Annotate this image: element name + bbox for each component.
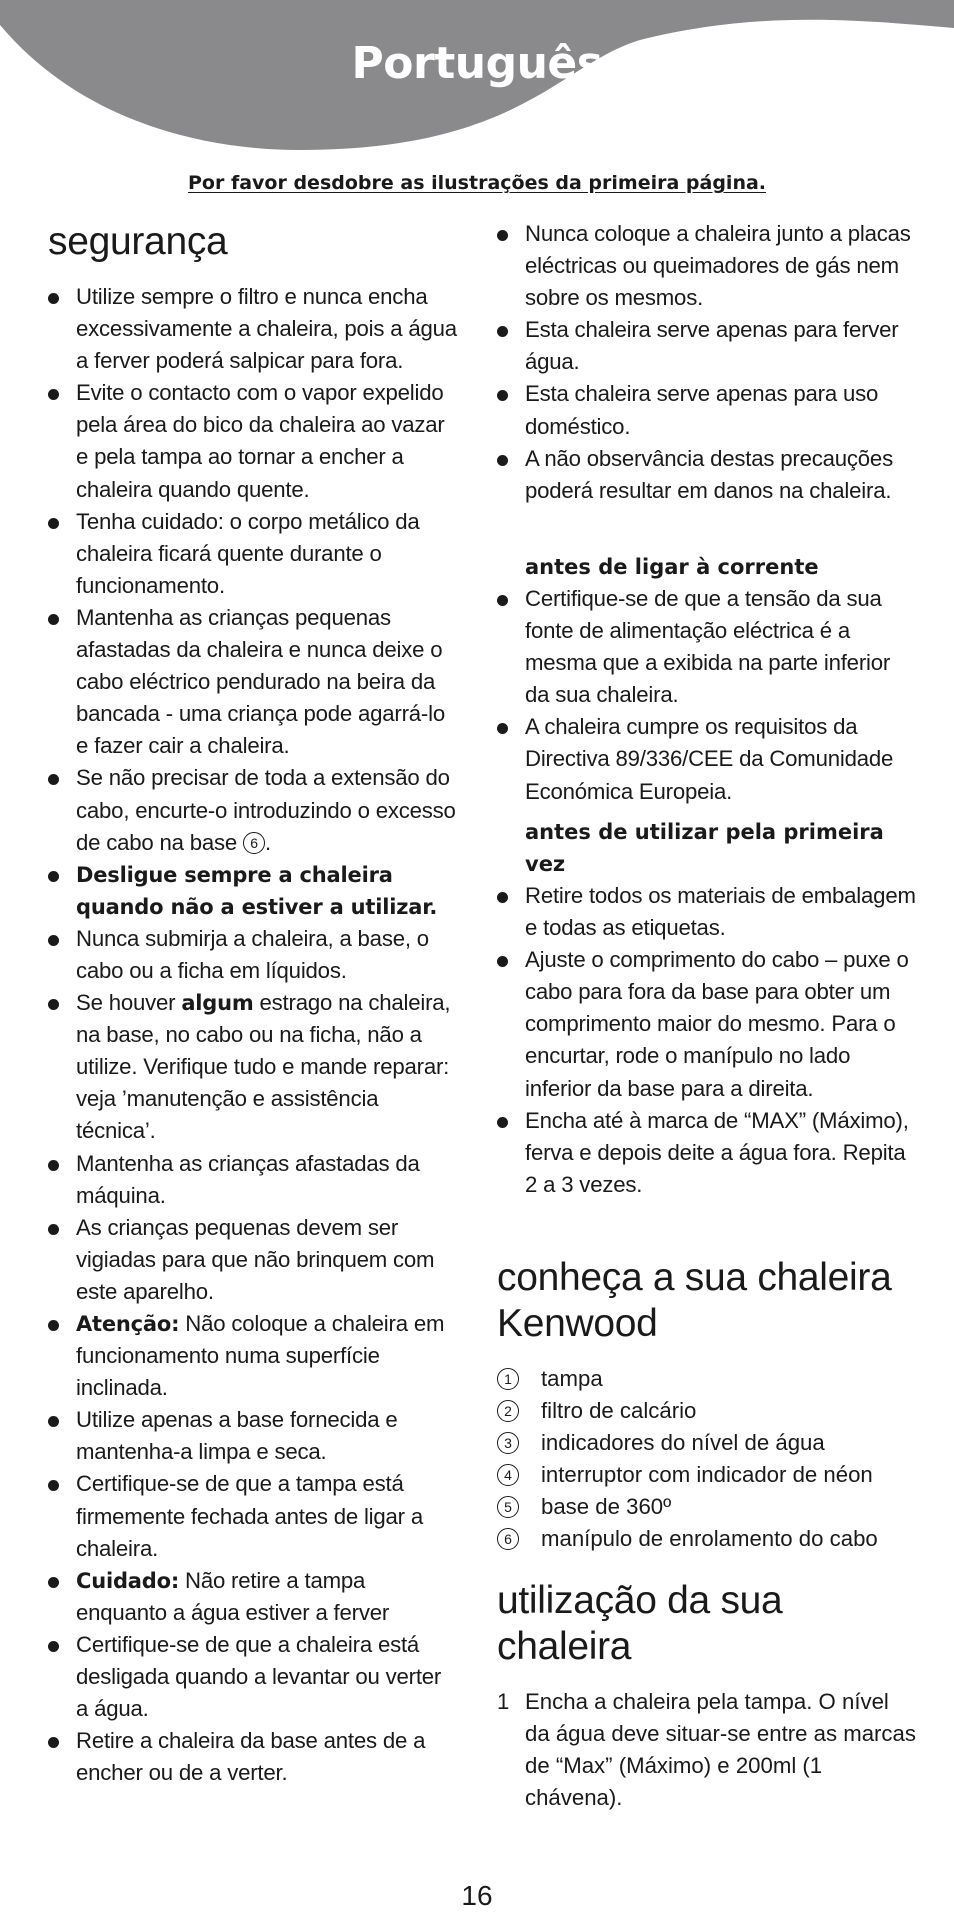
item-text: Nunca coloque a chaleira junto a placas eléctricas ou queimadores de gás nem sobre os mesmos. (525, 221, 911, 311)
header-band (0, 0, 954, 160)
bullet-icon (497, 892, 508, 903)
unfold-instruction: Por favor desdobre as ilustrações da primeira página. (187, 172, 767, 194)
before-first-use-heading: antes de utilizar pela primeira vez (525, 820, 884, 876)
list-item (497, 880, 917, 944)
list-item (48, 1404, 458, 1468)
item-text: Encha até à marca de “MAX” (Máximo), ferva e depois deite a água fora. Repita 2 a 3 vezes. (525, 1107, 909, 1197)
list-item (48, 762, 458, 858)
item-text: Esta chaleira serve apenas para ferver água. (525, 317, 899, 375)
item-text: Evite o contacto com o vapor expelido pela área do bico da chaleira ao vazar e pela tampa ao tornar a encher a chaleira quando quente. (76, 380, 445, 502)
item-bold-text: Desligue sempre a chaleira quando não a estiver a utilizar. (76, 862, 438, 919)
part-item (497, 1459, 917, 1491)
bullet-icon (48, 614, 59, 625)
step-number: 1 (497, 1689, 510, 1714)
item-text: Se houver (76, 990, 182, 1016)
list-item (497, 1105, 917, 1201)
list-item (497, 583, 917, 711)
list-item (497, 314, 917, 378)
list-item (48, 506, 458, 602)
bullet-icon (48, 1224, 59, 1235)
item-text: A não observância destas precauções poderá resultar em danos na chaleira. (525, 445, 893, 503)
list-item (497, 443, 917, 507)
bullet-icon (48, 1737, 59, 1748)
item-text: Utilize apenas a base fornecida e mantenha-a limpa e seca. (76, 1407, 398, 1465)
item-text: Tenha cuidado: o corpo metálico da chaleira ficará quente durante o funcionamento. (76, 508, 420, 598)
item-text: Ajuste o comprimento do cabo – puxe o cabo para fora da base para obter um comprimento maior do mesmo. Para o encurtar, rode o manípulo no lado inferior da base para a direita. (525, 947, 909, 1101)
item-text: Mantenha as crianças pequenas afastadas da chaleira e nunca deixe o cabo eléctrico pendurado na beira da bancada - uma criança pode agarrá-lo e fazer cair a chaleira. (76, 604, 445, 759)
bullet-icon (497, 455, 508, 466)
before-plug-list (497, 583, 917, 808)
using-steps-list (497, 1686, 917, 1814)
list-item (48, 1308, 458, 1404)
part-item (497, 1363, 917, 1395)
list-item (48, 859, 458, 923)
part-number: 1 (497, 1368, 519, 1390)
bullet-icon (48, 518, 59, 529)
bullet-icon (48, 774, 59, 785)
item-text: Não retire a tampa enquanto a água estiver a ferver (76, 1567, 390, 1625)
item-bold-text: Cuidado: (76, 1568, 180, 1593)
part-number: 4 (497, 1464, 519, 1486)
bullet-icon (48, 389, 59, 400)
bullet-icon (48, 293, 59, 304)
before-plug-heading: antes de ligar à corrente (525, 555, 819, 579)
bullet-icon (48, 1641, 59, 1652)
bullet-icon (48, 999, 59, 1010)
bullet-icon (497, 230, 508, 241)
item-text: . (265, 829, 272, 855)
list-item (48, 1725, 458, 1789)
item-text: Não coloque a chaleira em funcionamento numa superfície inclinada. (76, 1311, 445, 1401)
bullet-icon (497, 1117, 508, 1128)
part-label: interruptor com indicador de néon (541, 1462, 873, 1487)
bullet-icon (48, 871, 59, 882)
list-item (497, 944, 917, 1104)
bullet-icon (48, 1480, 59, 1491)
circled-number: 6 (243, 832, 265, 854)
bullet-icon (48, 935, 59, 946)
part-number: 3 (497, 1432, 519, 1454)
list-item (497, 711, 917, 807)
item-text: Nunca submirja a chaleira, a base, o cabo ou a ficha em líquidos. (76, 925, 429, 983)
item-text: Utilize sempre o filtro e nunca encha excessivamente a chaleira, pois a água a ferver poderá salpicar para fora. (76, 284, 457, 374)
item-bold-text: Atenção: (76, 1312, 180, 1336)
item-text: Certifique-se de que a tampa está firmemente fechada antes de ligar a chaleira. (76, 1471, 423, 1561)
bullet-icon (48, 1320, 59, 1331)
list-item (497, 378, 917, 442)
list-item (48, 1468, 458, 1564)
item-text: estrago na chaleira, na base, no cabo ou na ficha, não a utilize. Verifique tudo e mande reparar: veja ’manutenção e assistência técnica’. (76, 990, 451, 1144)
item-text: As crianças pequenas devem ser vigiadas para que não brinquem com este aparelho. (76, 1214, 435, 1304)
safety-list (48, 281, 458, 1789)
list-item (48, 1629, 458, 1725)
part-number: 2 (497, 1400, 519, 1422)
item-bold-text: algum (181, 991, 254, 1016)
item-text: Retire a chaleira da base antes de a encher ou de a verter. (76, 1728, 426, 1786)
know-kettle-heading: conheça a sua chaleira Kenwood (497, 1256, 892, 1345)
step-text: Encha a chaleira pela tampa. O nível da água deve situar-se entre as marcas de “Max” (Máximo) e 200ml (1 chávena). (525, 1689, 916, 1811)
part-label: tampa (541, 1366, 603, 1391)
part-label: indicadores do nível de água (541, 1430, 825, 1455)
bullet-icon (48, 1416, 59, 1427)
bullet-icon (48, 1577, 59, 1588)
part-item (497, 1523, 917, 1555)
bullet-icon (497, 595, 508, 606)
using-kettle-heading: utilização da sua chaleira (497, 1579, 783, 1668)
part-number: 5 (497, 1496, 519, 1518)
parts-list (497, 1363, 917, 1555)
safety-list-continued (497, 218, 917, 507)
item-text: Certifique-se de que a tensão da sua fonte de alimentação eléctrica é a mesma que a exibida na parte inferior da sua chaleira. (525, 586, 891, 708)
part-item (497, 1395, 917, 1427)
part-number: 6 (497, 1528, 519, 1550)
bullet-icon (497, 723, 508, 734)
page-language-title: Português (351, 38, 603, 89)
list-item (48, 281, 458, 377)
part-label: base de 360º (541, 1494, 672, 1519)
bullet-icon (48, 1160, 59, 1171)
bullet-icon (497, 326, 508, 337)
list-item (48, 1148, 458, 1212)
list-item (48, 1565, 458, 1629)
step-item (497, 1686, 917, 1814)
page-number: 16 (461, 1880, 493, 1911)
item-text: Certifique-se de que a chaleira está desligada quando a levantar ou verter a água. (76, 1631, 442, 1722)
list-item (48, 923, 458, 987)
list-item (48, 602, 458, 762)
list-item (48, 987, 458, 1147)
bullet-icon (497, 956, 508, 967)
list-item (48, 1212, 458, 1308)
safety-heading: segurança (48, 220, 228, 263)
part-item (497, 1427, 917, 1459)
part-label: manípulo de enrolamento do cabo (541, 1526, 878, 1551)
part-label: filtro de calcário (541, 1398, 697, 1423)
item-text: Esta chaleira serve apenas para uso doméstico. (525, 381, 879, 439)
item-text: A chaleira cumpre os requisitos da Directiva 89/336/CEE da Comunidade Económica Europeia. (525, 714, 894, 804)
part-item (497, 1491, 917, 1523)
before-first-use-list (497, 880, 917, 1201)
list-item (497, 218, 917, 314)
item-text: Se não precisar de toda a extensão do cabo, encurte-o introduzindo o excesso de cabo na base (76, 765, 456, 855)
list-item (48, 377, 458, 505)
item-text: Mantenha as crianças afastadas da máquina. (76, 1150, 420, 1208)
bullet-icon (497, 390, 508, 401)
item-text: Retire todos os materiais de embalagem e todas as etiquetas. (525, 883, 916, 941)
